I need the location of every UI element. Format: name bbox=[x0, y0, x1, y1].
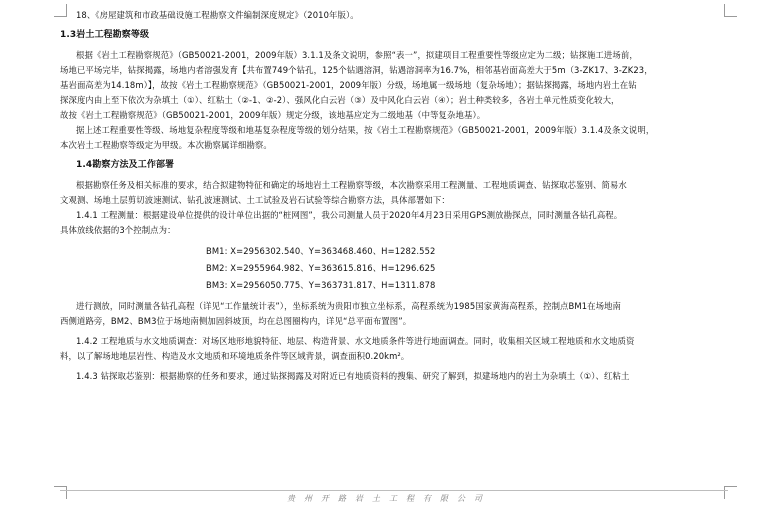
control-point-bm3: BM3: X=2956050.775、Y=363731.817、H=1311.878 bbox=[206, 280, 436, 290]
paragraph-line: 文观测、场地土层剪切波速测试、钻孔波速测试、土工试验及岩石试验等综合勘察方法，具体部署如下： bbox=[60, 195, 450, 205]
list-item-18: 18、《房屋建筑和市政基础设施工程勘察文件编制深度规定》（2010年版）。 bbox=[76, 10, 359, 20]
paragraph-line: 基岩面高差为14.18m）】，故按《岩土工程勘察规范》（GB50021-2001，2009年版）分级，场地属一级场地（复杂场地）；据钻探揭露，场地内岩土在钻 bbox=[60, 80, 637, 90]
paragraph-line: 1.4.1 工程测量：根据建设单位提供的设计单位出据的“桩网图”，我公司测量人员于2020年4月23日采用GPS测放勘探点，同时测量各钻孔高程。 bbox=[76, 210, 623, 220]
control-point-bm1: BM1: X=2956302.540、Y=363468.460、H=1282.552 bbox=[206, 246, 436, 256]
paragraph-line: 1.4.2 工程地质与水文地质调查：对场区地形地貌特征、地层、构造背景、水文地质条件等进行地面调查。同时，收集相关区域工程地质和水文地质资 bbox=[76, 336, 635, 346]
paragraph-line: 1.4.3 钻探取芯鉴别：根据勘察的任务和要求，通过钻探揭露及对附近已有地质资料的搜集、研究了解到，拟建场地内的岩土为杂填土（①）、红粘土 bbox=[76, 371, 630, 381]
paragraph-line: 场地已平场完毕，钻探揭露，场地内者溶强发育【共布置749个钻孔，125个钻遇溶洞，钻遇溶洞率为16.7%，相邻基岩面高差大于5m（3-ZK17、3-ZK23， bbox=[60, 65, 653, 75]
paragraph-line: 根据《岩土工程勘察规范》（GB50021-2001，2009年版）3.1.1及条文说明，参照“表一”，拟建项目工程重要性等级应定为二级；钻探施工进场前， bbox=[76, 50, 638, 60]
paragraph-line: 本次岩土工程勘察等级定为甲级。本次勘察属详细勘察。 bbox=[60, 140, 272, 150]
paragraph-line: 据上述工程重要性等级、场地复杂程度等级和地基复杂程度等级的划分结果，按《岩土工程勘察规范》（GB50021-2001，2009年版）3.1.4及条文说明， bbox=[76, 125, 655, 135]
paragraph-line: 进行测放，同时测量各钻孔高程（详见“工作量统计表”），坐标系统为贵阳市独立坐标系，高程系统为1985国家黄海高程系，控制点BM1在场地南 bbox=[76, 301, 622, 311]
section-1-3-heading: 1.3岩土工程勘察等级 bbox=[60, 30, 150, 40]
paragraph-line: 探深度内由上至下依次为杂填土（①）、红粘土（②-1、②-2）、强风化白云岩（③）及中风化白云岩（④）；岩土种类较多，各岩土单元性质变化较大， bbox=[60, 95, 620, 105]
control-point-bm2: BM2: X=2955964.982、Y=363615.816、H=1296.625 bbox=[206, 263, 436, 273]
document-body bbox=[60, 8, 728, 384]
paragraph-line: 故按《岩土工程勘察规范》（GB50021-2001，2009年版）规定分级，该地基应定为二级地基（中等复杂地基）。 bbox=[60, 110, 486, 120]
section-1-4-heading: 1.4勘察方法及工作部署 bbox=[76, 160, 175, 170]
paragraph-line: 根据勘察任务及相关标准的要求，结合拟建物特征和确定的场地岩土工程勘察等级，本次勘察采用工程测量、工程地质调查、钻探取芯鉴别、简易水 bbox=[76, 180, 627, 190]
page-footer: 贵州开路岩土工程有限公司 bbox=[287, 494, 491, 503]
paragraph-line: 料，以了解场地地层岩性、构造及水文地质和环境地质条件等区域背景，调查面积0.20km²。 bbox=[60, 351, 410, 361]
footer-divider bbox=[60, 490, 728, 491]
paragraph-line: 具体放线依据的3个控制点为： bbox=[60, 225, 176, 235]
paragraph-line: 西侧道路旁，BM2、BM3位于场地南侧加固斜坡顶，均在总图圈构内，详见“总平面布置图”。 bbox=[60, 316, 412, 326]
